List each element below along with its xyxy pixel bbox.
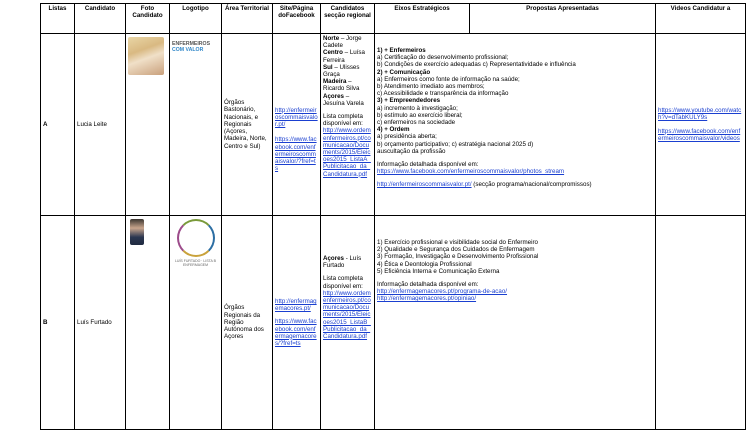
eixos-cell: 1) Exercício profissional e visibilidade social do Enfermeiro 2) Qualidade e Segurança dos Cuidados de Enfermagem 3) Formação, Investigação e Desenvolvimento Profissional 4) Ética e Deontologia Profissional 5) Eficiência Interna e Comunicação Externa Informação detalhada disponível em: http://enfermagemacores.pt/programa-de-acao/ http://enfermagemacores.pt/opiniao/	[375, 216, 656, 430]
list-pdf-link[interactable]: http://www.ordemenfermeiros.pt/comunicacao/Documents/2015/Eleicoes2015_ListaB_Publicitacao_da_Candidatura.pdf	[323, 289, 371, 341]
candidate-photo	[128, 37, 164, 75]
lista-cell: B	[41, 216, 75, 430]
videos-cell	[656, 34, 746, 216]
candidate-photo	[130, 219, 144, 245]
list-pdf-link[interactable]: http://www.ordemenfermeiros.pt/comunicacao/Documents/2015/Eleicoes2015_ListaA_Publicitacao_da_Candidatura.pdf	[323, 127, 371, 178]
area-cell: Órgãos Bastonário, Nacionais, e Regionais (Açores, Madeira, Norte, Centro e Sul)	[222, 34, 273, 216]
header-eixos: Eixos Estratégicos	[375, 4, 470, 34]
youtube-link[interactable]: https://www.youtube.com/watch?v=dTabKULY9s	[658, 107, 742, 122]
facebook-link[interactable]: https://www.facebook.com/enfermagemacores/?fref=ts	[275, 318, 317, 347]
logo-caption: LUÍS FURTADO · LISTA B ENFERMAGEM	[174, 259, 217, 267]
candidato-cell: Luís Furtado	[75, 216, 126, 430]
site-link[interactable]: http://enfermeiroscommaisvalor.pt/	[275, 106, 318, 129]
header-foto: Foto Candidato	[126, 4, 170, 34]
logo-cell	[170, 34, 222, 216]
header-logotipo: Logotipo	[170, 4, 222, 34]
header-propostas: Propostas Apresentadas	[470, 4, 656, 34]
candidates-table	[40, 3, 746, 430]
regional-cell: Açores - Luís Furtado Lista completa disponível em: http://www.ordemenfermeiros.pt/comunicacao/Documents/2015/Eleicoes2015_ListaB_Publicitacao_da_Candidatura.pdf	[321, 216, 375, 430]
table-row	[41, 216, 746, 430]
list-logo	[177, 219, 215, 257]
header-regional: Candidatos secção regional	[321, 4, 375, 34]
info-link[interactable]: https://www.facebook.com/enfermeiroscommaisvalor/photos_stream	[377, 168, 565, 176]
header-videos: Videos Candidatur a	[656, 4, 746, 34]
header-row	[41, 4, 746, 34]
site-cell	[273, 216, 321, 430]
list-logo: ENFERMEIROS COM VALOR	[172, 41, 211, 53]
videos-cell	[656, 216, 746, 430]
header-area: Área Territorial	[222, 4, 273, 34]
foto-cell	[126, 34, 170, 216]
info-link-2[interactable]: http://enfermeiroscommaisvalor.pt/	[377, 181, 472, 189]
regional-cell: Norte – Jorge Cadete Centro – Luísa Ferreira Sul – Ulisses Graça Madeira – Ricardo Silva Açores – Jesuína Varela Lista completa disponível em: http://www.ordemenfermeiros.pt/comunicacao/Documents/2015/Eleicoes2015_ListaA_Publicitacao_da_Candidatura.pdf	[321, 34, 375, 216]
info-link[interactable]: http://enfermagemacores.pt/programa-de-acao/	[377, 288, 508, 296]
info-link-2[interactable]: http://enfermagemacores.pt/opiniao/	[377, 295, 477, 303]
eixos-cell: 1) + Enfermeiros a) Certificação do desenvolvimento profissional; b) Condições de exercício adequadas c) Representatividade e influência 2) + Comunicação a) Enfermeiros como fonte de informação na saúde; b) Atendimento imediato aos membros; c) Acessibilidade e transparência da informação 3) + Empreendedores a) incremento à investigação; b) estímulo ao exercício liberal; c) enfermeiros na sociedade 4) + Ordem a) presidência aberta; b) orçamento participativo; c) estratégia nacional 2025 d) auscultação da profissão Informação detalhada disponível em: https://www.facebook.com/enfermeiroscommaisvalor/photos_stream http://enfermeiroscommaisvalor.pt/ (secção programa/nacional/compromissos)	[375, 34, 656, 216]
facebook-video-link[interactable]: https://www.facebook.com/enfermeiroscommaisvalor/videos	[658, 127, 741, 142]
table-row	[41, 34, 746, 216]
header-candidato: Candidato	[75, 4, 126, 34]
site-link[interactable]: http://enfermagemacores.pt/	[275, 297, 317, 313]
logo-cell	[170, 216, 222, 430]
foto-cell	[126, 216, 170, 430]
candidato-cell: Lucia Leite	[75, 34, 126, 216]
site-cell	[273, 34, 321, 216]
header-site: Site/Página doFacebook	[273, 4, 321, 34]
header-listas: Listas	[41, 4, 75, 34]
facebook-link[interactable]: https://www.facebook.com/enfermeiroscommaisvalor/?fref=ts	[275, 136, 317, 173]
lista-cell: A	[41, 34, 75, 216]
area-cell: Órgãos Regionais da Região Autónoma dos Açores	[222, 216, 273, 430]
